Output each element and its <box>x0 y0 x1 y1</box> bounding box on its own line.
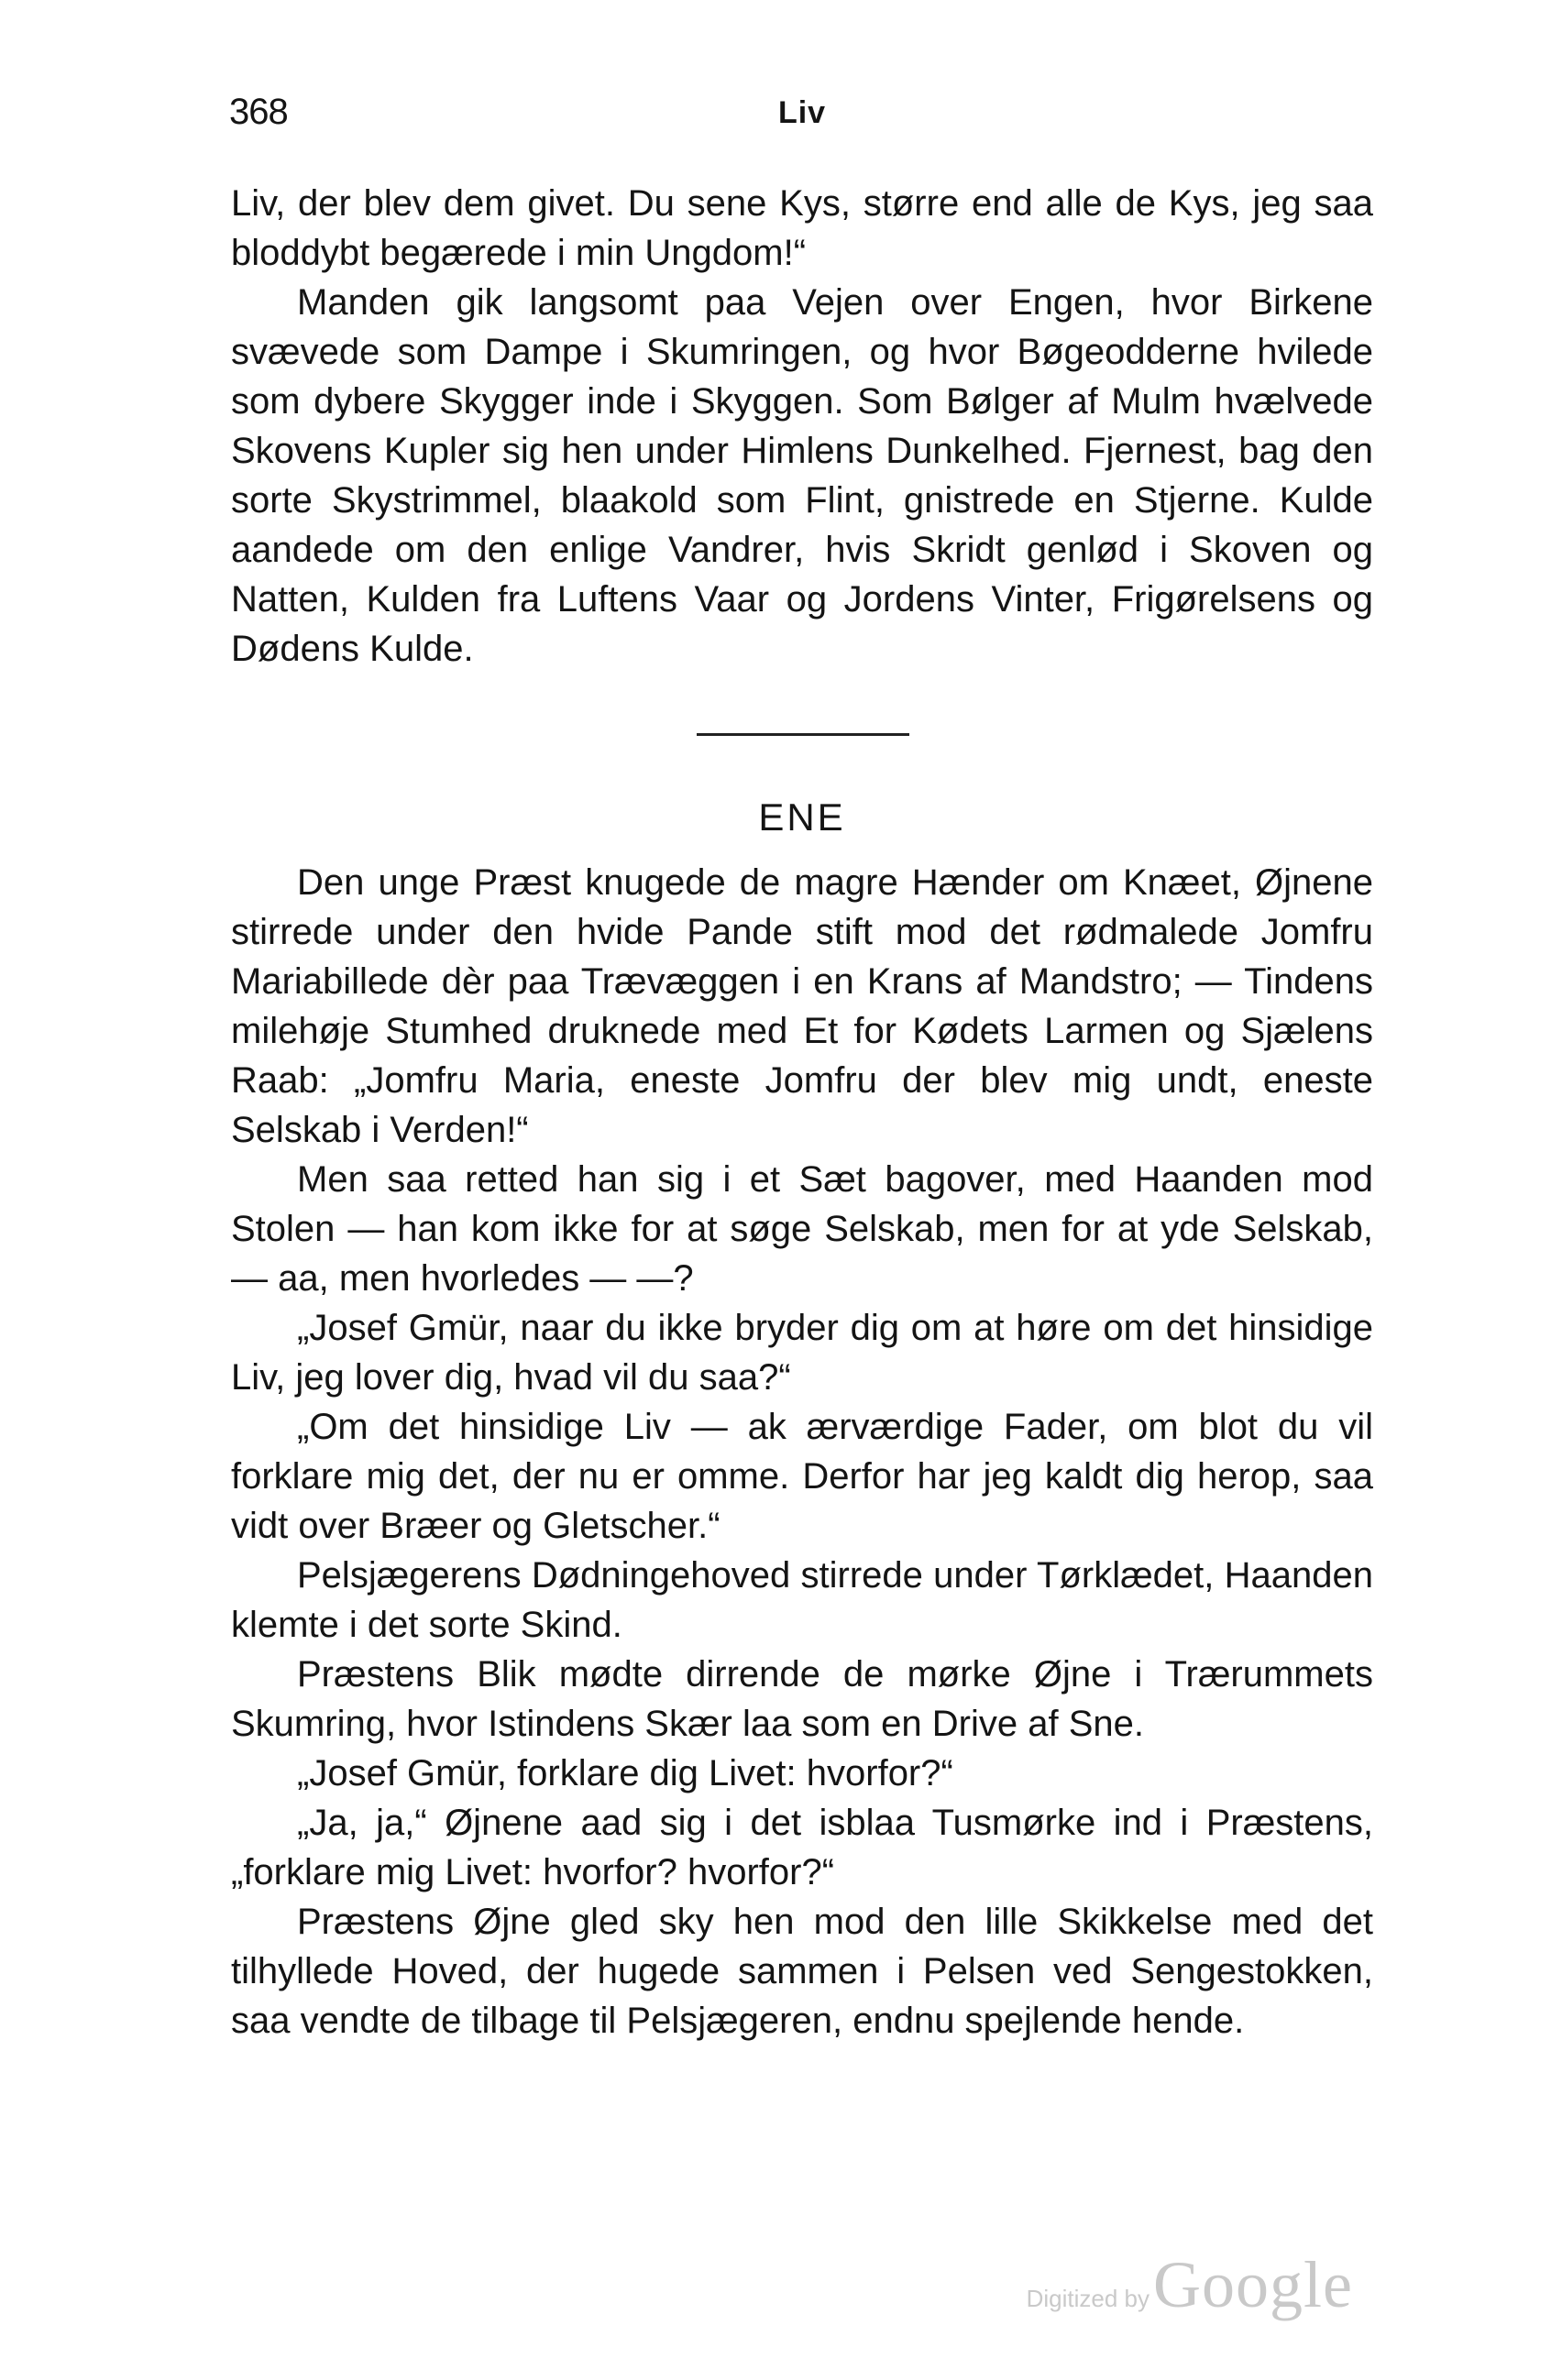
paragraph: Præstens Blik mødte dirrende de mørke Øjne i Trærummets Skumring, hvor Istindens Skær laa som en Drive af Sne. <box>231 1654 1373 1744</box>
paragraph: „Josef Gmür, naar du ikke bryder dig om at høre om det hinsidige Liv, jeg lover dig, hvad vil du saa?“ <box>231 1308 1373 1398</box>
paragraph: Men saa retted han sig i et Sæt bagover, med Haanden mod Stolen — han kom ikke for at søge Selskab, men for at yde Selskab, — aa, men hvorledes — —? <box>231 1159 1373 1299</box>
running-head: Liv <box>777 95 827 130</box>
page-number: 368 <box>229 92 288 132</box>
section-body <box>231 858 1373 2045</box>
section-divider <box>697 733 909 736</box>
paragraph: „Ja, ja,“ Øjnene aad sig i det isblaa Tusmørke ind i Præstens, „forklare mig Livet: hvorfor? hvorfor?“ <box>231 1803 1373 1892</box>
paragraph: Den unge Præst knugede de magre Hænder om Knæet, Øjnene stirrede under den hvide Pande stift mod det rødmalede Jomfru Mariabillede dèr paa Trævæggen i en Krans af Mandstro; — Tindens milehøje Stumhed druknede med Et for Kødets Larmen og Sjælens Raab: „Jomfru Maria, eneste Jomfru der blev mig undt, eneste Selskab i Verden!“ <box>231 862 1373 1150</box>
watermark-prefix: Digitized by <box>1026 2285 1150 2312</box>
watermark-logo: Google <box>1153 2248 1353 2321</box>
paragraph: „Josef Gmür, forklare dig Livet: hvorfor?“ <box>297 1753 953 1793</box>
paragraph: Liv, der blev dem givet. Du sene Kys, større end alle de Kys, jeg saa bloddybt begærede i min Ungdom!“ <box>231 183 1373 273</box>
paragraph: Manden gik langsomt paa Vejen over Engen, hvor Birkene svævede som Dampe i Skumringen, og hvor Bøgeodderne hvilede som dybere Skygger inde i Skyggen. Som Bølger af Mulm hvælvede Skovens Kupler sig hen under Himlens Dunkelhed. Fjernest, bag den sorte Skystrimmel, blaakold som Flint, gnistrede en Stjerne. Kulde aandede om den enlige Vandrer, hvis Skridt genlød i Skoven og Natten, Kulden fra Luftens Vaar og Jordens Vinter, Frigørelsens og Dødens Kulde. <box>231 282 1373 669</box>
paragraph: „Om det hinsidige Liv — ak ærværdige Fader, om blot du vil forklare mig det, der nu er omme. Derfor har jeg kaldt dig herop, saa vidt over Bræer og Gletscher.“ <box>231 1407 1373 1546</box>
section-title: ENE <box>758 795 846 839</box>
page-header <box>229 92 1375 147</box>
paragraph: Præstens Øjne gled sky hen mod den lille Skikkelse med det tilhyllede Hoved, der hugede sammen i Pelsen ved Sengestokken, saa vendte de tilbage til Pelsjægeren, endnu spejlende hende. <box>231 1902 1373 2041</box>
paragraph: Pelsjægerens Dødningehoved stirrede under Tørklædet, Haanden klemte i det sorte Skind. <box>231 1555 1373 1645</box>
continued-text <box>231 179 1373 674</box>
digitization-watermark <box>1027 2247 1353 2323</box>
